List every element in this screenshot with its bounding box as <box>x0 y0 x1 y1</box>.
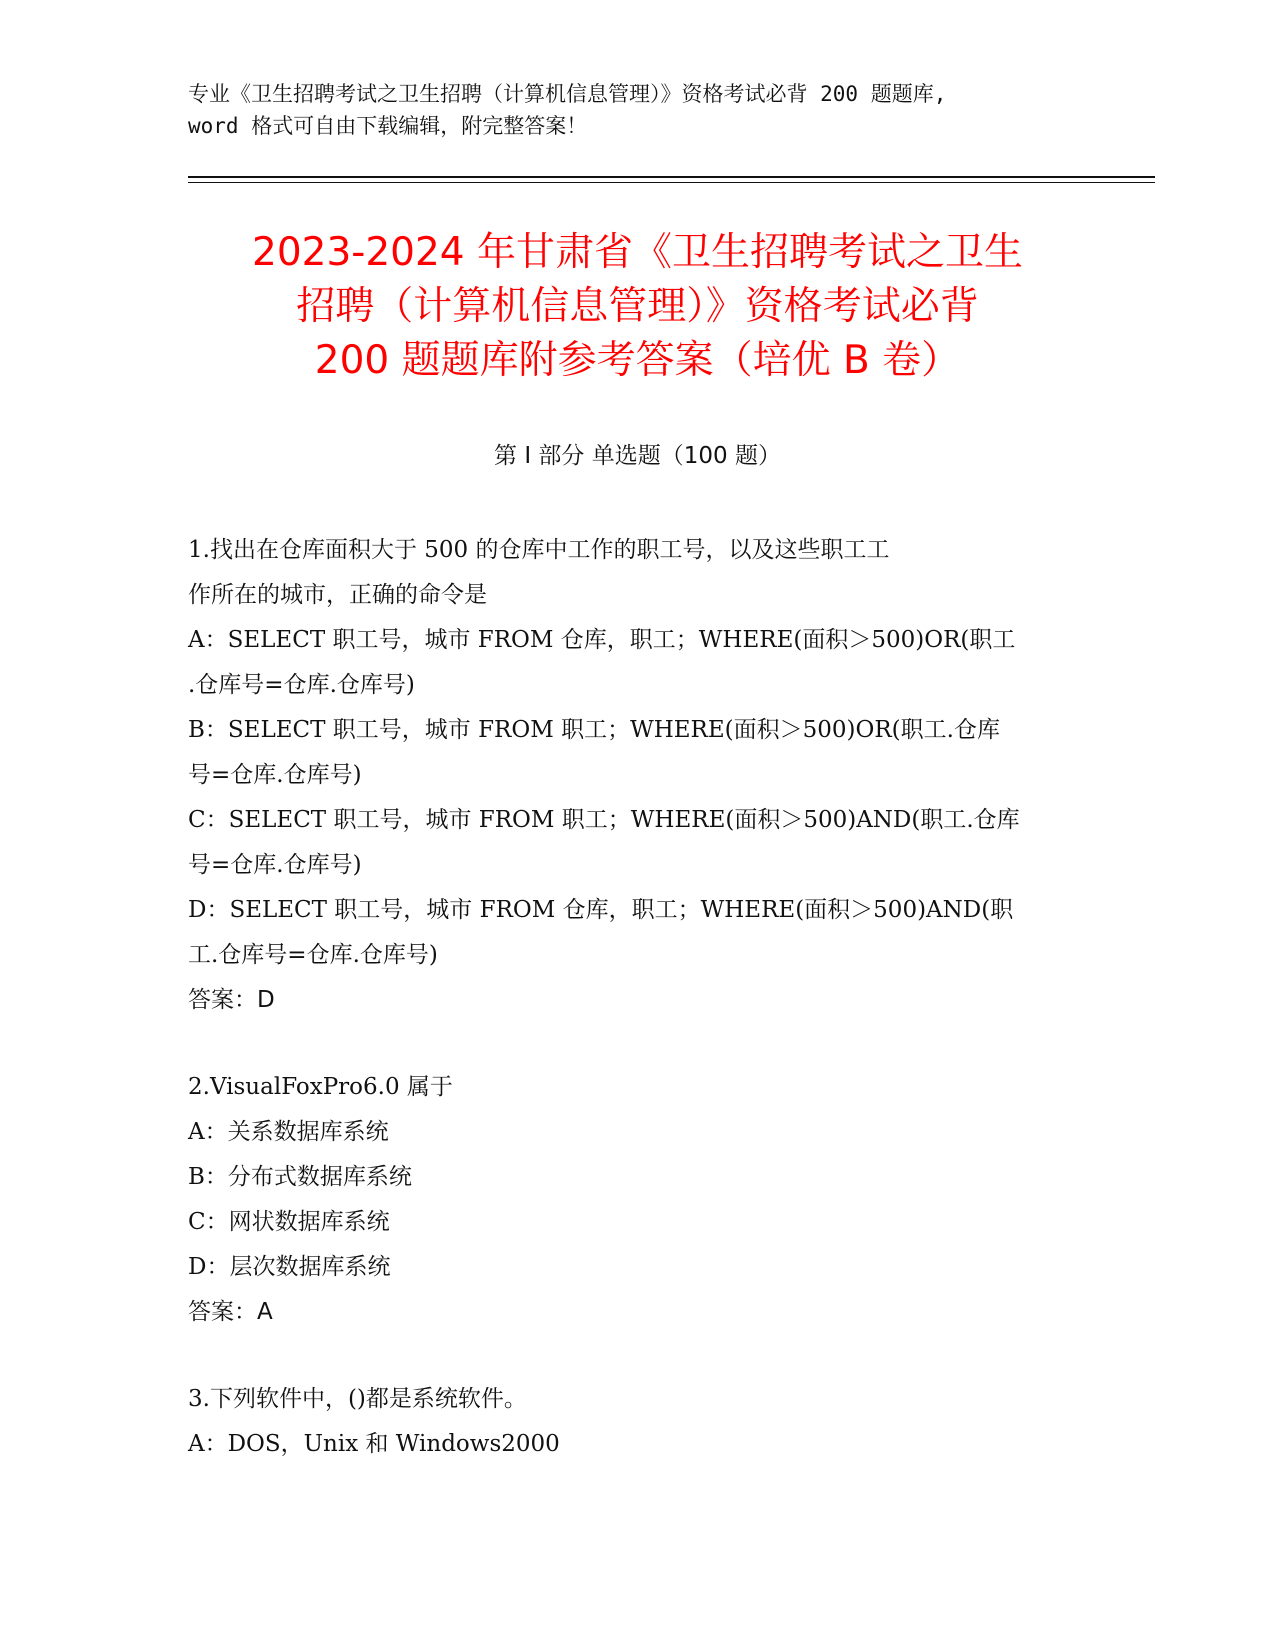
option-line: 号=仓库.仓库号) <box>188 762 362 788</box>
option-line: C：网状数据库系统 <box>188 1209 390 1235</box>
option-line: A：DOS，Unix 和 Windows2000 <box>188 1431 560 1457</box>
section-heading: 第 I 部分 单选题（100 题） <box>494 443 781 469</box>
document-title-line: 2023-2024 年甘肃省《卫生招聘考试之卫生 <box>252 230 1023 275</box>
header-note-line: word 格式可自由下载编辑，附完整答案！ <box>188 114 588 138</box>
option-line: D：SELECT 职工号，城市 FROM 仓库，职工；WHERE(面积＞500)AND(职 <box>188 897 1014 923</box>
header-note <box>188 78 1088 142</box>
header-divider-thin <box>188 182 1155 183</box>
question-text-line: 3.下列软件中，()都是系统软件。 <box>188 1386 527 1412</box>
option-line: .仓库号=仓库.仓库号) <box>188 672 415 698</box>
option-line: B：分布式数据库系统 <box>188 1164 412 1190</box>
question-text-line: 1.找出在仓库面积大于 500 的仓库中工作的职工号，以及这些职工工 <box>188 537 890 563</box>
document-title <box>150 226 1125 388</box>
option-line: A：关系数据库系统 <box>188 1119 389 1145</box>
question-item <box>188 1065 1088 1335</box>
document-title-line: 招聘（计算机信息管理）》资格考试必背 <box>296 284 979 329</box>
document-title-line: 200 题题库附参考答案（培优 B 卷） <box>314 338 961 383</box>
option-line: 工.仓库号=仓库.仓库号) <box>188 942 438 968</box>
question-item <box>188 528 1088 1023</box>
header-divider-thick <box>188 176 1155 178</box>
answer-line: 答案：A <box>188 1299 273 1325</box>
question-text-line: 作所在的城市，正确的命令是 <box>188 582 487 608</box>
answer-line: 答案：D <box>188 987 275 1013</box>
option-line: C：SELECT 职工号，城市 FROM 职工；WHERE(面积＞500)AND(职工.仓库 <box>188 807 1020 833</box>
option-line: D：层次数据库系统 <box>188 1254 391 1280</box>
question-list <box>188 528 1088 1509</box>
option-line: A：SELECT 职工号，城市 FROM 仓库，职工；WHERE(面积＞500)OR(职工 <box>188 627 1016 653</box>
question-item <box>188 1377 1088 1467</box>
option-line: B：SELECT 职工号，城市 FROM 职工；WHERE(面积＞500)OR(职工.仓库 <box>188 717 1000 743</box>
question-text-line: 2.VisualFoxPro6.0 属于 <box>188 1074 453 1100</box>
header-note-line: 专业《卫生招聘考试之卫生招聘（计算机信息管理）》资格考试必背 200 题题库, <box>188 82 947 106</box>
option-line: 号=仓库.仓库号) <box>188 852 362 878</box>
